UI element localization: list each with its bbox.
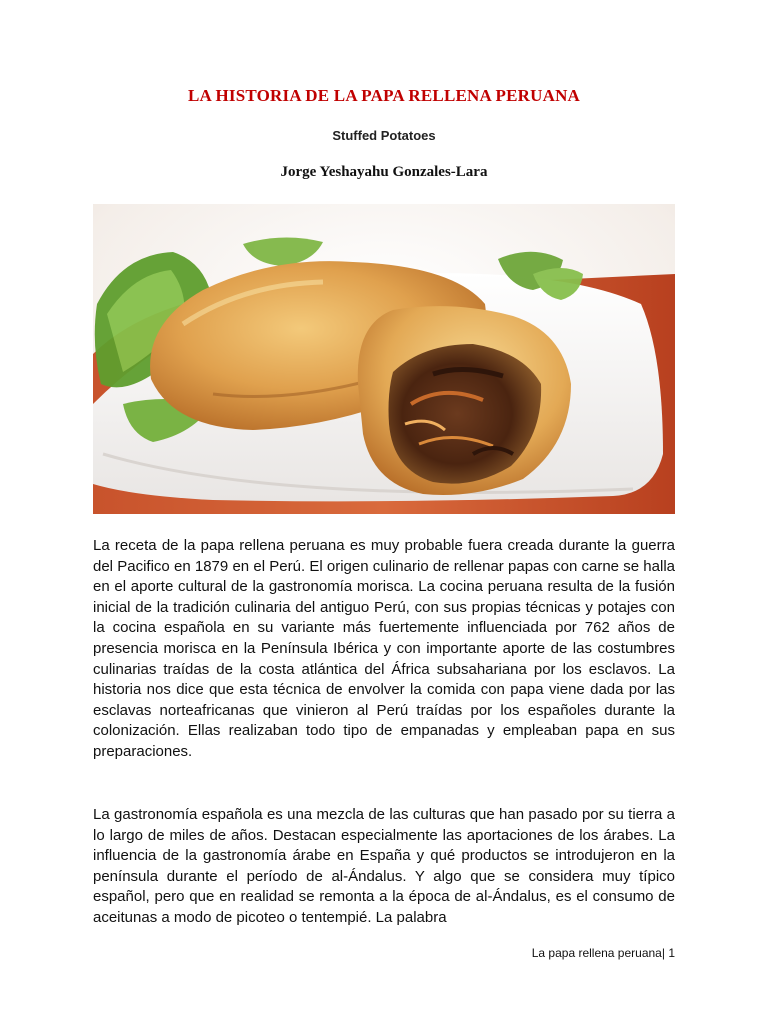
document-title: LA HISTORIA DE LA PAPA RELLENA PERUANA	[187, 86, 581, 105]
footer-running-title: La papa rellena peruana	[531, 946, 662, 960]
body-paragraph-2: La gastronomía española es una mezcla de las culturas que han pasado por su tierra a lo largo de miles de años. Destacan especialmente las aportaciones de los árabes. La influencia de la gastronomía árabe en España y qué productos se introdujeron en la península durante el período de al-Ándalus. Y algo que se considera muy típico español, pero que en realidad se remonta a la época de al-Ándalus, es el consumo de aceitunas a modo de picoteo o tentempié. La palabra	[93, 806, 675, 926]
papa-rellena-photo	[93, 204, 675, 514]
body-paragraph-1: La receta de la papa rellena peruana es muy probable fuera creada durante la guerra del Pacifico en 1879 en el Perú. El origen culinario de rellenar papas con carne se halla en el aporte cultural de la gastronomía morisca. La cocina peruana resulta de la fusión inicial de la tradición culinaria del antiguo Perú, con sus propias técnicas y potajes con la cocina española en su variante más fuertemente influenciada por 762 años de presencia morisca en la Península Ibérica y con importante aporte de las costumbres culinarias traídas de la costa atlántica del África subsahariana por los esclavos. La historia nos dice que esta técnica de envolver la comida con papa viene dada por las esclavas norteafricanas que vinieron al Perú traídas por los españoles durante la colonización. Ellas realizaban todo tipo de empanadas y empleaban papa en sus preparaciones.	[93, 537, 675, 760]
page-footer	[532, 946, 675, 960]
footer-separator: |	[661, 946, 665, 960]
document-subtitle: Stuffed Potatoes	[332, 128, 436, 143]
document-author: Jorge Yeshayahu Gonzales-Lara	[280, 164, 488, 180]
footer-page-number: 1	[668, 946, 675, 960]
